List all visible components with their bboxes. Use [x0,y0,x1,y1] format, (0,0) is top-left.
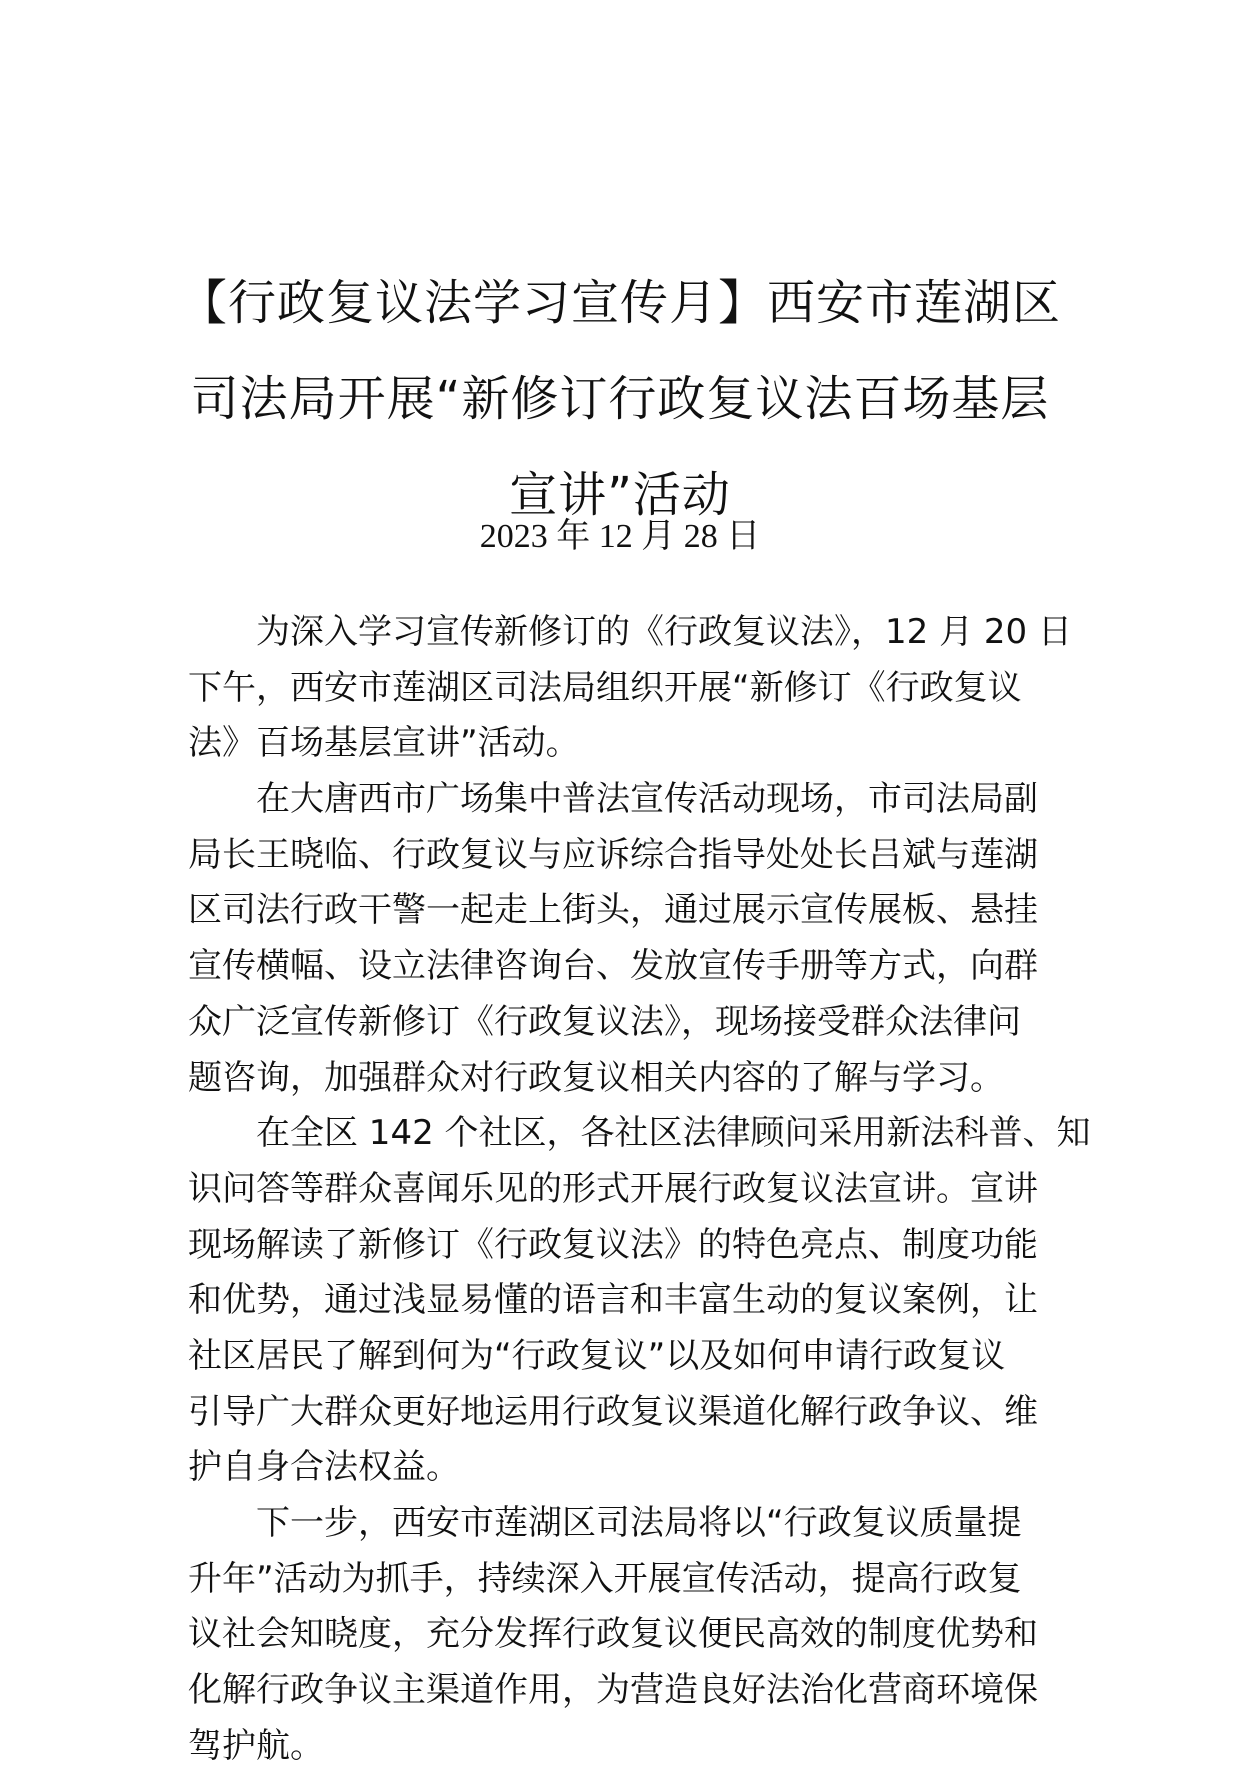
paragraph-line: 局长王晓临、行政复议与应诉综合指导处处长吕斌与莲湖 [188,834,1038,875]
title-line: 司法局开展“新修订行政复议法百场基层 [190,371,1050,427]
paragraph-line: 社区居民了解到何为“行政复议”以及如何申请行政复议 [188,1335,1006,1376]
paragraph-line: 现场解读了新修订《行政复议法》的特色亮点、制度功能 [188,1224,1038,1265]
publish-date: 2023 年 12 月 28 日 [479,518,761,555]
title-line: 宣讲”活动 [509,467,731,523]
paragraph-line: 法》百场基层宣讲”活动。 [188,723,580,764]
paragraph-line: 护自身合法权益。 [188,1447,460,1488]
paragraph-line: 宣传横幅、设立法律咨询台、发放宣传手册等方式，向群 [188,946,1038,987]
paragraph-4 [188,1496,1058,1774]
paragraph-line: 和优势，通过浅显易懂的语言和丰富生动的复议案例，让 [188,1280,1038,1321]
paragraph-line: 题咨询，加强群众对行政复议相关内容的了解与学习。 [188,1057,1004,1098]
paragraph-1 [188,605,1072,772]
paragraph-line: 升年”活动为抓手，持续深入开展宣传活动，提高行政复 [188,1558,1022,1599]
paragraph-line: 引导广大群众更好地运用行政复议渠道化解行政争议、维 [188,1391,1038,1432]
document-title [140,255,1100,543]
paragraph-line: 下一步，西安市莲湖区司法局将以“行政复议质量提 [256,1503,1022,1543]
paragraph-line: 众广泛宣传新修订《行政复议法》，现场接受群众法律问 [188,1001,1021,1042]
paragraph-2 [188,772,1058,1106]
paragraph-line: 化解行政争议主渠道作用，为营造良好法治化营商环境保 [188,1670,1038,1711]
paragraph-line: 识问答等群众喜闻乐见的形式开展行政复议法宣讲。宣讲 [188,1168,1038,1209]
paragraph-line: 为深入学习宣传新修订的《行政复议法》，12 月 20 日 [256,612,1072,652]
title-line: 【行政复议法学习宣传月】西安市莲湖区 [178,275,1061,331]
document-body [188,605,1091,1774]
paragraph-3 [188,1106,1091,1496]
paragraph-line: 区司法行政干警一起走上街头，通过展示宣传展板、悬挂 [188,890,1038,931]
paragraph-line: 在大唐西市广场集中普法宣传活动现场，市司法局副 [256,779,1038,820]
paragraph-line: 下午，西安市莲湖区司法局组织开展“新修订《行政复议 [188,667,1022,708]
paragraph-line: 议社会知晓度，充分发挥行政复议便民高效的制度优势和 [188,1614,1038,1655]
paragraph-line: 在全区 142 个社区，各社区法律顾问采用新法科普、知 [256,1113,1091,1154]
paragraph-line: 驾护航。 [188,1725,324,1766]
